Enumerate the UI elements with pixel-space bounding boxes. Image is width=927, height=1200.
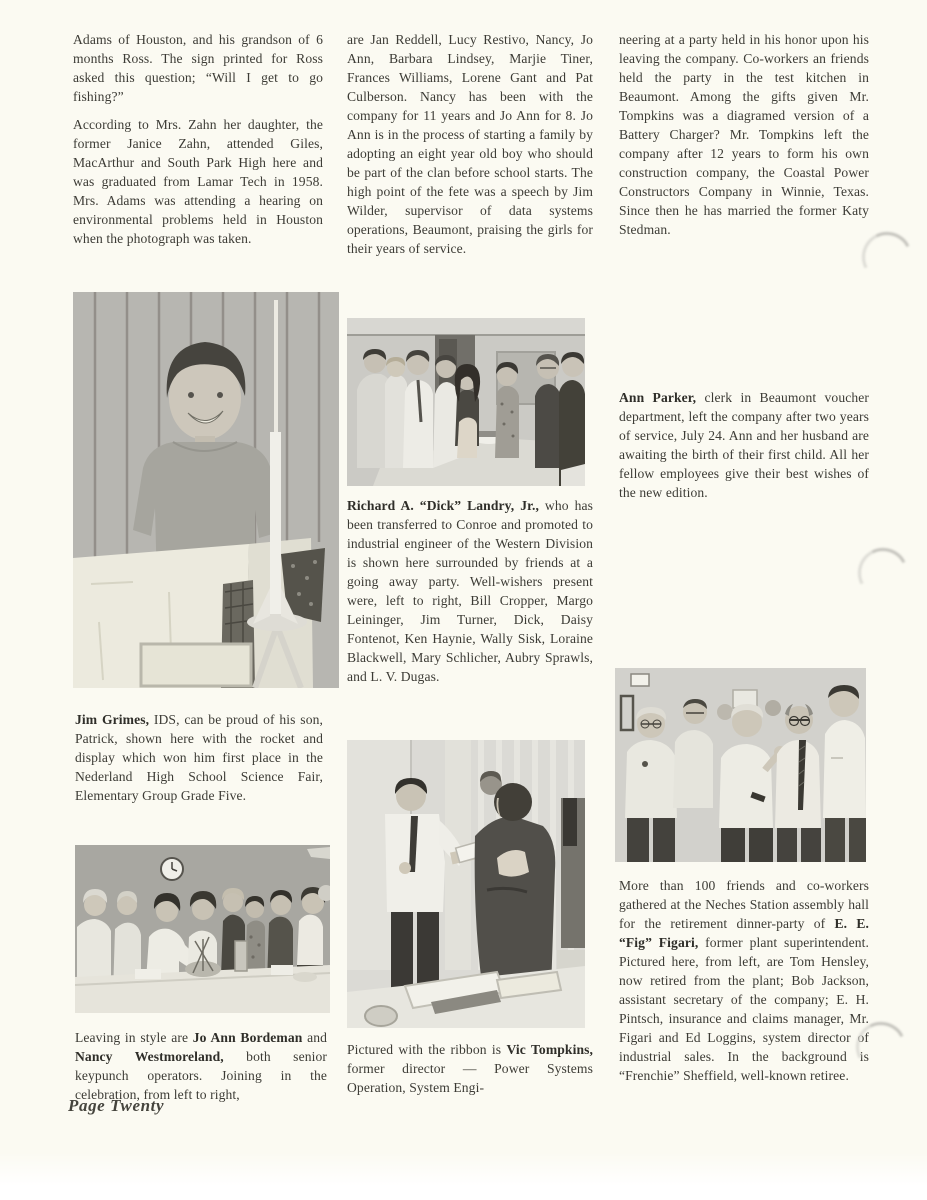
caption-segment: E. E. “Fig” Figari,	[619, 916, 869, 950]
photo-women-celebration	[75, 845, 330, 1013]
caption-segment: Ann Parker,	[619, 390, 697, 405]
caption-segment: who has been transferred to Conroe and promoted to industrial engineer of the Western Division is shown here surrounded by friends at a going away party. Well-wishers present were, left to right, Bill Cropper, Margo Leininger, Jim Turner, Dick, Daisy Fontenot, Ken Haynie, Wally Sisk, Loraine Blackwell, Mary Schlicher, Aubry Sprawls, and L. V. Dugas.	[347, 498, 593, 684]
caption-landry	[347, 496, 593, 686]
article-figari	[619, 876, 869, 1085]
caption-segment: former director — Power Systems Operation, System Engi-	[347, 1061, 593, 1095]
article-column-right	[619, 30, 869, 248]
caption-segment: clerk in Beaumont voucher department, left the company after two years of service, July 24. Ann and her husband are awaiting the birth of their first child. All her fellow employees give their best wishes of the new edition.	[619, 390, 870, 500]
photo-boy-rocket	[73, 292, 339, 688]
punch-hole-artifact	[851, 541, 914, 604]
paragraph: neering at a party held in his honor upon his leaving the company. Co-workers an friends held the party in the test kitchen in Beaumont. Among the gifts given Mr. Tompkins was a diagramed version of a Battery Charger? Mr. Tompkins left the company after 12 years to form his own construction company, the Coastal Power Constructors Company in Winnie, Texas. Since then he has married the former Katy Stedman.	[619, 32, 869, 237]
photo-landry-party	[347, 318, 585, 486]
paragraph: Adams of Houston, and his grandson of 6 months Ross. The sign printed for Ross asked this question; “Will I get to go fishing?”	[73, 32, 323, 104]
caption-segment: Pictured with the ribbon is	[347, 1042, 507, 1057]
caption-segment: Leaving in style are	[75, 1030, 193, 1045]
photo-figari-group	[615, 668, 866, 862]
paragraph: According to Mrs. Zahn her daughter, the former Janice Zahn, attended Giles, MacArthur and South Park High here and was graduated from Lamar Tech in 1958. Mrs. Adams was attending a hearing on environmental problems held in Houston when the photograph was taken.	[73, 117, 323, 246]
caption-tompkins	[347, 1040, 593, 1097]
caption-segment: More than 100 friends and co-workers gathered at the Neches Station assembly hall for the retirement dinner-party of	[619, 878, 869, 931]
page-number: Page Twenty	[68, 1096, 165, 1115]
caption-segment: Vic Tompkins,	[506, 1042, 593, 1057]
scan-edge-band	[0, 1152, 927, 1200]
paragraph: are Jan Reddell, Lucy Restivo, Nancy, Jo Ann, Barbara Lindsey, Marjie Tiner, Frances Williams, Lorene Gant and Pat Culberson. Nancy has been with the company for 11 years and Jo Ann for 8. Jo Ann is in the process of starting a family by adopting an eight year old boy who should be part of the clan before school starts. The high point of the fete was a speech by Jim Wilder, supervisor of data systems operations, Beaumont, praising the girls for their years of service.	[347, 32, 593, 256]
caption-segment: both senior keypunch operators. Joining in the celebration, from left to right,	[75, 1049, 327, 1102]
caption-segment: Jim Grimes,	[75, 712, 150, 727]
caption-segment: Richard A. “Dick” Landry, Jr.,	[347, 498, 539, 513]
caption-segment: and	[302, 1030, 327, 1045]
article-ann-parker	[619, 388, 869, 502]
article-column-left	[73, 30, 323, 257]
caption-segment: former plant superintendent. Pictured here, from left, are Tom Hensley, now retired from the plant; Bob Jackson, assistant secretary of the company; E. H. Pintsch, insurance and claims manager, Mr. Figari and Ed Loggins, system director of industrial sales. In the background is “Frenchie” Sheffield, well-known retiree.	[619, 935, 869, 1083]
photo-tompkins-ribbon	[347, 740, 585, 1028]
caption-segment: Jo Ann Bordeman	[192, 1030, 303, 1045]
caption-bordeman	[75, 1028, 327, 1104]
caption-grimes	[75, 710, 323, 805]
caption-segment: IDS, can be proud of his son, Patrick, shown here with the rocket and display which won him first place in the Nederland High School Science Fair, Elementary Group Grade Five.	[75, 712, 323, 803]
article-column-middle	[347, 30, 593, 267]
caption-segment: Nancy Westmoreland,	[75, 1049, 224, 1064]
